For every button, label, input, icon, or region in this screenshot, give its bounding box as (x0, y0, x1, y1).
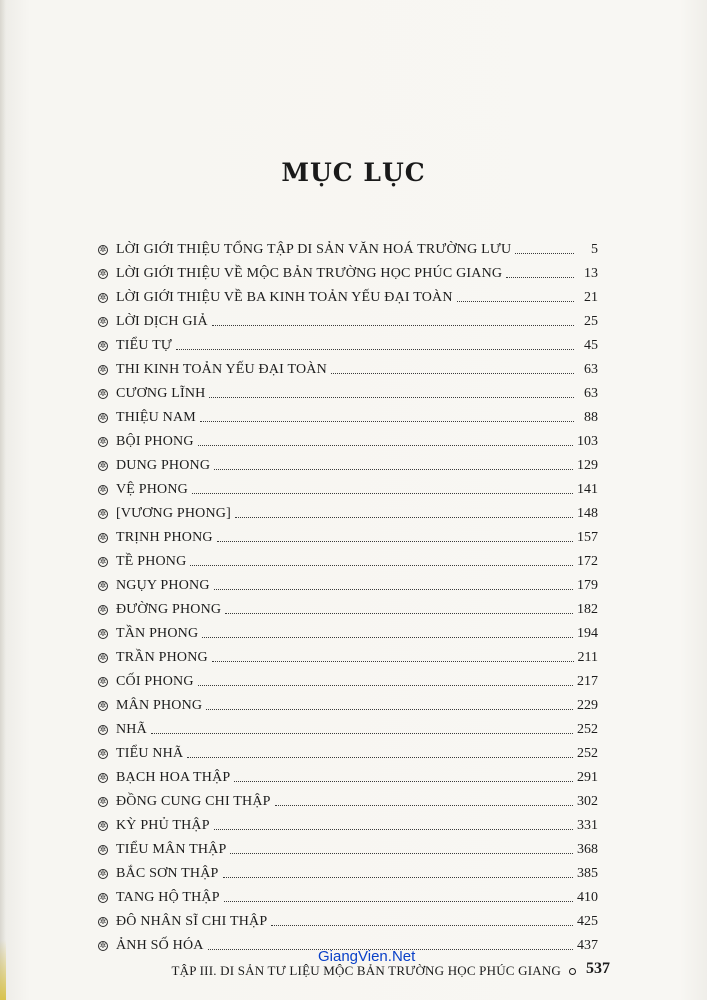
dot-leader (212, 660, 574, 662)
toc-entry (98, 882, 598, 906)
dot-leader (506, 276, 574, 278)
dot-leader (192, 492, 573, 494)
watermark: GiangVien.Net (318, 948, 416, 965)
flower-bullet-icon: ✲ (99, 581, 107, 590)
dot-leader (223, 876, 574, 878)
toc-entry-page: 157 (577, 530, 598, 545)
toc-entry (98, 834, 598, 858)
flower-bullet-icon: ✲ (99, 869, 107, 878)
toc-entry-page: 103 (577, 434, 598, 449)
toc-entry-page: 302 (577, 794, 598, 809)
toc-entry (98, 522, 598, 546)
dot-leader (206, 708, 573, 710)
running-title: TẬP III. DI SẢN TƯ LIỆU MỘC BẢN TRƯỜNG HỌC PHÚC GIANG (171, 963, 561, 978)
toc-entry-page: 21 (584, 290, 598, 305)
dot-leader (234, 780, 573, 782)
toc-entry (98, 426, 598, 450)
dot-leader (209, 396, 574, 398)
dot-leader (214, 828, 573, 830)
toc-entry-page: 425 (577, 914, 598, 929)
toc-entry-page: 141 (577, 482, 598, 497)
flower-bullet-icon: ✲ (99, 677, 107, 686)
dot-leader (187, 756, 573, 758)
toc-entry (98, 594, 598, 618)
dot-leader (176, 348, 574, 350)
flower-bullet-icon: ✲ (99, 389, 107, 398)
dot-leader (230, 852, 573, 854)
toc-entry-label: LỜI GIỚI THIỆU TỔNG TẬP DI SẢN VĂN HOÁ TRƯỜNG LƯU (116, 242, 512, 257)
toc-entry-page: 148 (577, 506, 598, 521)
page-title: MỤC LỤC (281, 158, 426, 187)
dot-leader (331, 372, 574, 374)
toc-entry-page: 252 (577, 746, 598, 761)
toc-entry-page: 172 (577, 554, 598, 569)
toc-entry-label: NGỤY PHONG (116, 578, 210, 593)
page-edge-tint (0, 940, 6, 1000)
toc-entry-label: LỜI GIỚI THIỆU VỀ BA KINH TOẢN YẾU ĐẠI TOÀN (116, 290, 453, 305)
toc-entry-page: 252 (577, 722, 598, 737)
toc-entry (98, 474, 598, 498)
toc-entry-label: MÂN PHONG (116, 698, 203, 713)
dot-leader (212, 324, 574, 326)
toc-entry-page: 410 (577, 890, 598, 905)
toc-entry-page: 385 (577, 866, 598, 881)
toc-entry-label: TẦN PHONG (116, 626, 199, 641)
toc-entry-page: 229 (577, 698, 598, 713)
flower-bullet-icon: ✲ (99, 365, 107, 374)
footer-circle-icon (569, 968, 576, 975)
toc-entry (98, 354, 598, 378)
dot-leader (225, 612, 573, 614)
toc-entry-label: [VƯƠNG PHONG] (116, 506, 231, 521)
toc-entry (98, 450, 598, 474)
flower-bullet-icon: ✲ (99, 893, 107, 902)
toc-entry-label: BỘI PHONG (116, 434, 194, 449)
toc-entry (98, 858, 598, 882)
toc-entry-label: TIỂU NHÃ (116, 746, 184, 761)
toc-entry-label: ĐỒNG CUNG CHI THẬP (116, 794, 271, 809)
table-of-contents (98, 234, 598, 954)
dot-leader (198, 684, 573, 686)
dot-leader (198, 444, 573, 446)
dot-leader (200, 420, 574, 422)
toc-entry (98, 666, 598, 690)
dot-leader (271, 924, 573, 926)
dot-leader (275, 804, 573, 806)
flower-bullet-icon: ✲ (99, 629, 107, 638)
flower-bullet-icon: ✲ (99, 845, 107, 854)
toc-entry-page: 368 (577, 842, 598, 857)
toc-entry (98, 786, 598, 810)
toc-entry (98, 234, 598, 258)
toc-entry-page: 291 (577, 770, 598, 785)
toc-entry-label: LỜI DỊCH GIẢ (116, 314, 208, 329)
toc-entry-label: NHÃ (116, 722, 147, 737)
toc-entry-page: 5 (591, 242, 598, 257)
flower-bullet-icon: ✲ (99, 461, 107, 470)
dot-leader (224, 900, 573, 902)
flower-bullet-icon: ✲ (99, 605, 107, 614)
flower-bullet-icon: ✲ (99, 701, 107, 710)
flower-bullet-icon: ✲ (99, 293, 107, 302)
toc-entry-label: TRẦN PHONG (116, 650, 208, 665)
toc-entry (98, 546, 598, 570)
dot-leader (151, 732, 573, 734)
toc-entry-page: 63 (584, 386, 598, 401)
dot-leader (190, 564, 573, 566)
toc-entry (98, 498, 598, 522)
toc-entry-page: 129 (577, 458, 598, 473)
flower-bullet-icon: ✲ (99, 941, 107, 950)
dot-leader (515, 252, 574, 254)
page-gutter-shadow (0, 0, 6, 1000)
flower-bullet-icon: ✲ (99, 797, 107, 806)
toc-entry-label: LỜI GIỚI THIỆU VỀ MỘC BẢN TRƯỜNG HỌC PHÚC GIANG (116, 266, 503, 281)
toc-entry-label: ĐƯỜNG PHONG (116, 602, 222, 617)
flower-bullet-icon: ✲ (99, 341, 107, 350)
toc-entry-page: 437 (577, 938, 598, 953)
toc-entry-label: CƯƠNG LĨNH (116, 386, 206, 401)
flower-bullet-icon: ✲ (99, 485, 107, 494)
flower-bullet-icon: ✲ (99, 749, 107, 758)
toc-entry-page: 194 (577, 626, 598, 641)
dot-leader (457, 300, 574, 302)
dot-leader (214, 588, 573, 590)
toc-entry-label: BẠCH HOA THẬP (116, 770, 231, 785)
toc-entry (98, 282, 598, 306)
toc-entry (98, 714, 598, 738)
toc-entry (98, 402, 598, 426)
toc-entry-page: 88 (584, 410, 598, 425)
flower-bullet-icon: ✲ (99, 533, 107, 542)
running-footer (172, 963, 584, 979)
flower-bullet-icon: ✲ (99, 413, 107, 422)
toc-entry-label: TANG HỘ THẬP (116, 890, 220, 905)
toc-entry (98, 330, 598, 354)
toc-entry-page: 211 (577, 650, 598, 665)
toc-entry-label: ẢNH SỐ HÓA (116, 938, 204, 953)
toc-entry (98, 690, 598, 714)
toc-entry (98, 906, 598, 930)
toc-entry-page: 45 (584, 338, 598, 353)
toc-entry-label: KỲ PHỦ THẬP (116, 818, 210, 833)
flower-bullet-icon: ✲ (99, 509, 107, 518)
toc-entry-label: DUNG PHONG (116, 458, 211, 473)
toc-entry-label: CỐI PHONG (116, 674, 194, 689)
toc-entry-label: TIỂU MÂN THẬP (116, 842, 227, 857)
flower-bullet-icon: ✲ (99, 557, 107, 566)
toc-entry-label: TỀ PHONG (116, 554, 187, 569)
toc-entry (98, 642, 598, 666)
toc-entry-page: 25 (584, 314, 598, 329)
toc-entry (98, 738, 598, 762)
toc-entry (98, 618, 598, 642)
flower-bullet-icon: ✲ (99, 725, 107, 734)
flower-bullet-icon: ✲ (99, 653, 107, 662)
flower-bullet-icon: ✲ (99, 437, 107, 446)
toc-entry-page: 63 (584, 362, 598, 377)
toc-entry-page: 13 (584, 266, 598, 281)
dot-leader (202, 636, 573, 638)
toc-entry-label: VỆ PHONG (116, 482, 188, 497)
toc-entry-label: ĐÔ NHÂN SĨ CHI THẬP (116, 914, 268, 929)
toc-entry (98, 810, 598, 834)
flower-bullet-icon: ✲ (99, 773, 107, 782)
flower-bullet-icon: ✲ (99, 245, 107, 254)
toc-entry-label: BẮC SƠN THẬP (116, 866, 219, 881)
flower-bullet-icon: ✲ (99, 917, 107, 926)
toc-entry (98, 258, 598, 282)
toc-entry-page: 331 (577, 818, 598, 833)
dot-leader (214, 468, 573, 470)
flower-bullet-icon: ✲ (99, 269, 107, 278)
flower-bullet-icon: ✲ (99, 821, 107, 830)
toc-entry-page: 179 (577, 578, 598, 593)
flower-bullet-icon: ✲ (99, 317, 107, 326)
toc-entry-label: TRỊNH PHONG (116, 530, 213, 545)
toc-entry (98, 570, 598, 594)
toc-entry (98, 762, 598, 786)
toc-entry (98, 378, 598, 402)
toc-entry-label: THIỆU NAM (116, 410, 196, 425)
toc-entry (98, 306, 598, 330)
dot-leader (235, 516, 573, 518)
dot-leader (217, 540, 573, 542)
toc-entry-page: 217 (577, 674, 598, 689)
toc-entry-page: 182 (577, 602, 598, 617)
footer-page-number: 537 (586, 960, 610, 977)
toc-entry-label: TIỂU TỰ (116, 338, 172, 353)
toc-entry-label: THI KINH TOẢN YẾU ĐẠI TOÀN (116, 362, 327, 377)
